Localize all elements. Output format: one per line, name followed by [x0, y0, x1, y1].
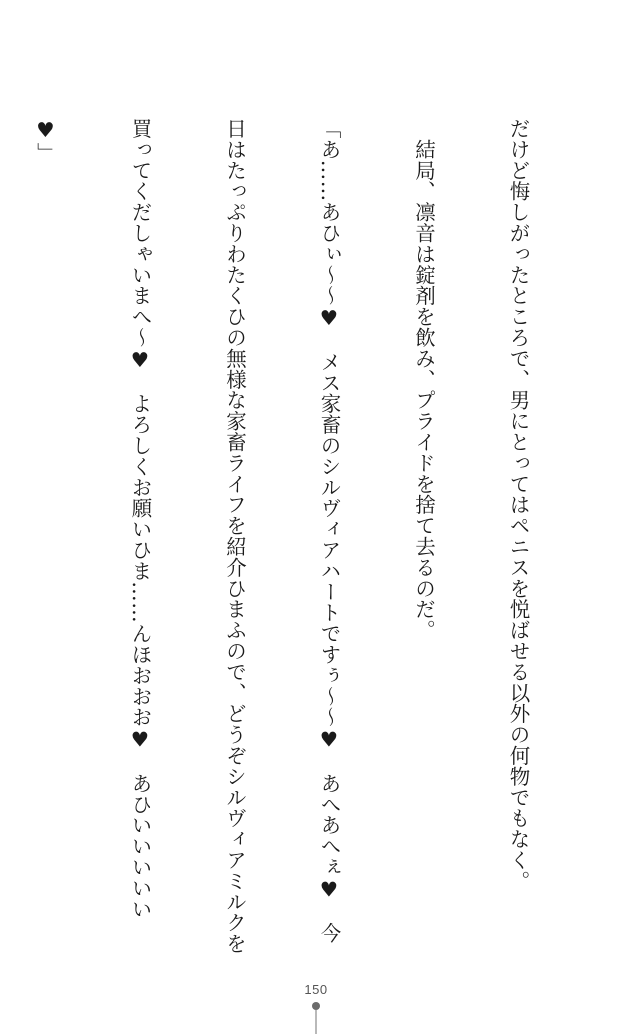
text-line: ♥」: [33, 118, 58, 164]
page-marker-icon: [310, 1000, 322, 1034]
text-line: だけど悔しがったところで、男にとってはペニスを悦ばせる以外の何物でもなく。: [506, 118, 530, 892]
page-number: 150: [304, 982, 328, 997]
text-line: 結局、凛音は錠剤を飲み、プライドを捨て去るのだ。: [411, 118, 436, 641]
text-line: 日はたっぷりわたくひの無様な家畜ライフを紹介ひまふので、どうぞシルヴィアミルクを: [222, 118, 247, 954]
vertical-body-text: [0, 118, 596, 954]
text-line: 「あ……あひぃ～～♥ メス家畜のシルヴィアハートですぅ～～♥ あへあへぇ♥ 今: [317, 118, 341, 944]
text-line: 買ってくだしゃいまへ～♥ よろしくお願いひま……んほおおお♥ あひいいいいい: [128, 118, 152, 920]
